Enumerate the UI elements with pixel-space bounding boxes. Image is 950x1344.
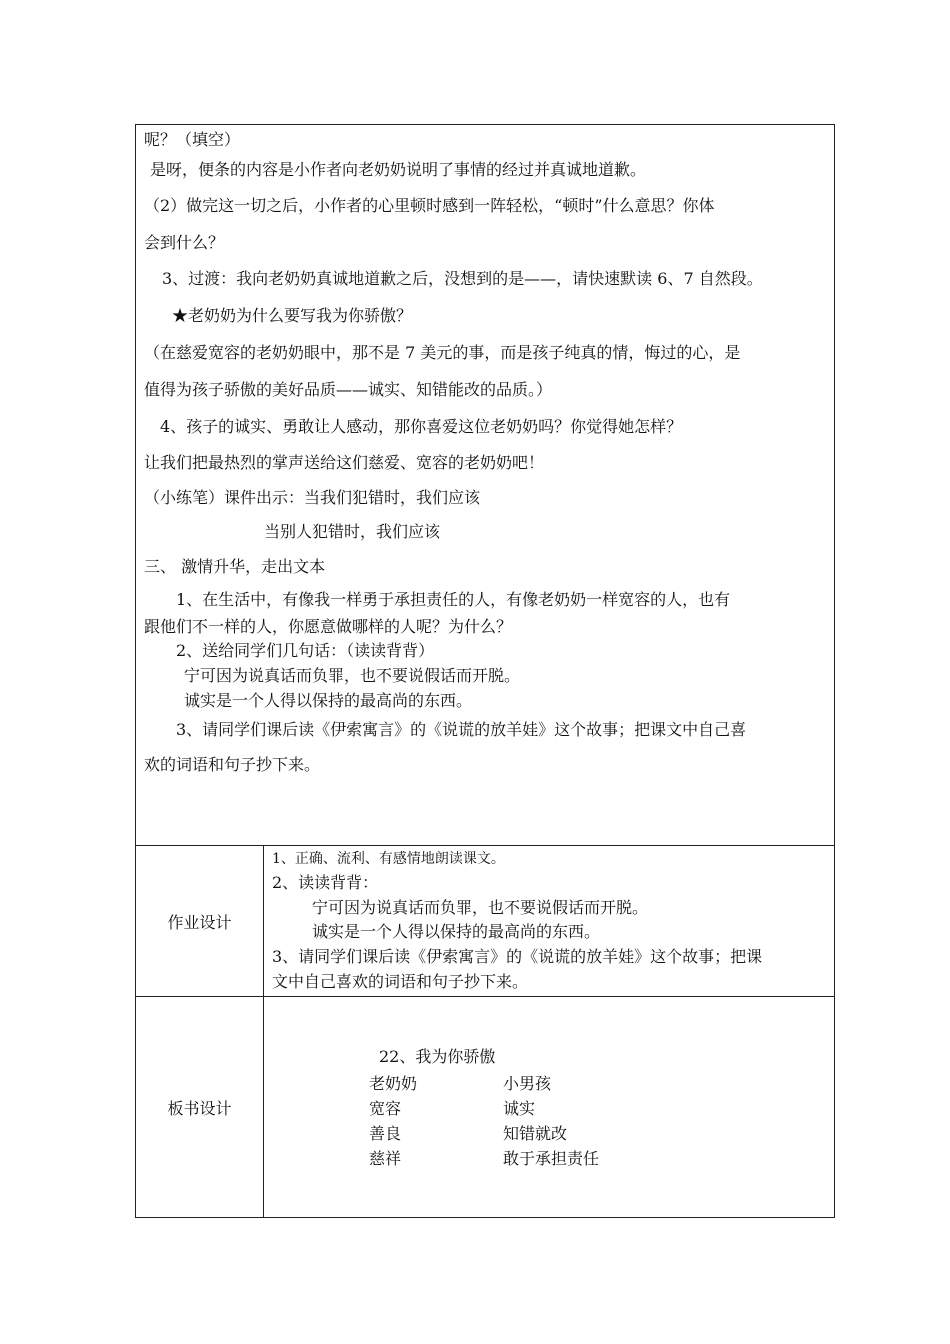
lesson-plan-table [135, 124, 835, 1218]
board-left-item: 慈祥 [369, 1149, 402, 1168]
homework-line: 文中自己喜欢的词语和句子抄下来。 [272, 972, 529, 991]
text-line: 会到什么？ [144, 233, 225, 252]
board-design-cell [264, 997, 835, 1218]
board-title: 22、我为你骄傲 [379, 1047, 496, 1066]
text-line: 当别人犯错时，我们应该 [264, 522, 441, 541]
board-row [369, 1121, 599, 1146]
text-line: ★老奶奶为什么要写我为你骄傲？ [172, 306, 413, 325]
text-line: 1、在生活中，有像我一样勇于承担责任的人，有像老奶奶一样宽容的人，也有 [176, 590, 731, 609]
board-row [369, 1071, 599, 1096]
text-line: 4、孩子的诚实、勇敢让人感动，那你喜爱这位老奶奶吗？你觉得她怎样？ [160, 417, 683, 436]
text-line: 呢？（填空） [144, 130, 241, 149]
board-left-item: 善良 [369, 1124, 402, 1143]
board-design [369, 1043, 599, 1171]
homework-line: 1、正确、流利、有感情地朗读课文。 [272, 851, 505, 867]
homework-line: 宁可因为说真话而负罪，也不要说假话而开脱。 [312, 898, 649, 917]
quote-line: 宁可因为说真话而负罪，也不要说假话而开脱。 [184, 666, 521, 685]
text-line: 3、请同学们课后读《伊索寓言》的《说谎的放羊娃》这个故事；把课文中自己喜 [176, 720, 747, 739]
board-right-item: 诚实 [503, 1099, 536, 1118]
text-line: 欢的词语和句子抄下来。 [144, 755, 321, 774]
section-heading: 三、 激情升华，走出文本 [144, 557, 326, 576]
text-line: 跟他们不一样的人，你愿意做哪样的人呢？为什么？ [144, 617, 513, 636]
text-line: （2）做完这一切之后，小作者的心里顿时感到一阵轻松，“顿时”什么意思？你体 [144, 196, 715, 215]
teaching-process-cell [136, 125, 835, 846]
text-line: （小练笔）课件出示：当我们犯错时，我们应该 [144, 488, 481, 507]
board-row [369, 1096, 599, 1121]
homework-line: 2、读读背背： [272, 873, 379, 892]
text-line: 值得为孩子骄傲的美好品质——诚实、知错能改的品质。） [144, 380, 553, 399]
text-line: 是呀，便条的内容是小作者向老奶奶说明了事情的经过并真诚地道歉。 [150, 160, 647, 179]
homework-line: 3、请同学们课后读《伊索寓言》的《说谎的放羊娃》这个故事；把课 [272, 947, 763, 966]
text-line: 3、过渡：我向老奶奶真诚地道歉之后，没想到的是——，请快速默读 6、7 自然段。 [162, 269, 763, 288]
text-line: 2、送给同学们几句话：（读读背背） [176, 641, 435, 660]
quote-line: 诚实是一个人得以保持的最高尚的东西。 [184, 691, 473, 710]
board-left-item: 老奶奶 [369, 1074, 418, 1093]
homework-text [264, 846, 834, 994]
board-label: 板书设计 [136, 997, 264, 1218]
board-right-item: 敢于承担责任 [503, 1149, 600, 1168]
homework-label: 作业设计 [136, 846, 264, 997]
teaching-process-text [136, 125, 834, 783]
text-line: 让我们把最热烈的掌声送给这们慈爱、宽容的老奶奶吧！ [144, 453, 545, 472]
board-right-item: 小男孩 [503, 1074, 552, 1093]
text-line: （在慈爱宽容的老奶奶眼中，那不是 7 美元的事，而是孩子纯真的情，悔过的心，是 [144, 343, 741, 362]
homework-content-cell [264, 846, 835, 997]
board-left-item: 宽容 [369, 1099, 402, 1118]
board-row [369, 1146, 599, 1171]
board-right-item: 知错就改 [503, 1124, 568, 1143]
homework-line: 诚实是一个人得以保持的最高尚的东西。 [312, 922, 601, 941]
